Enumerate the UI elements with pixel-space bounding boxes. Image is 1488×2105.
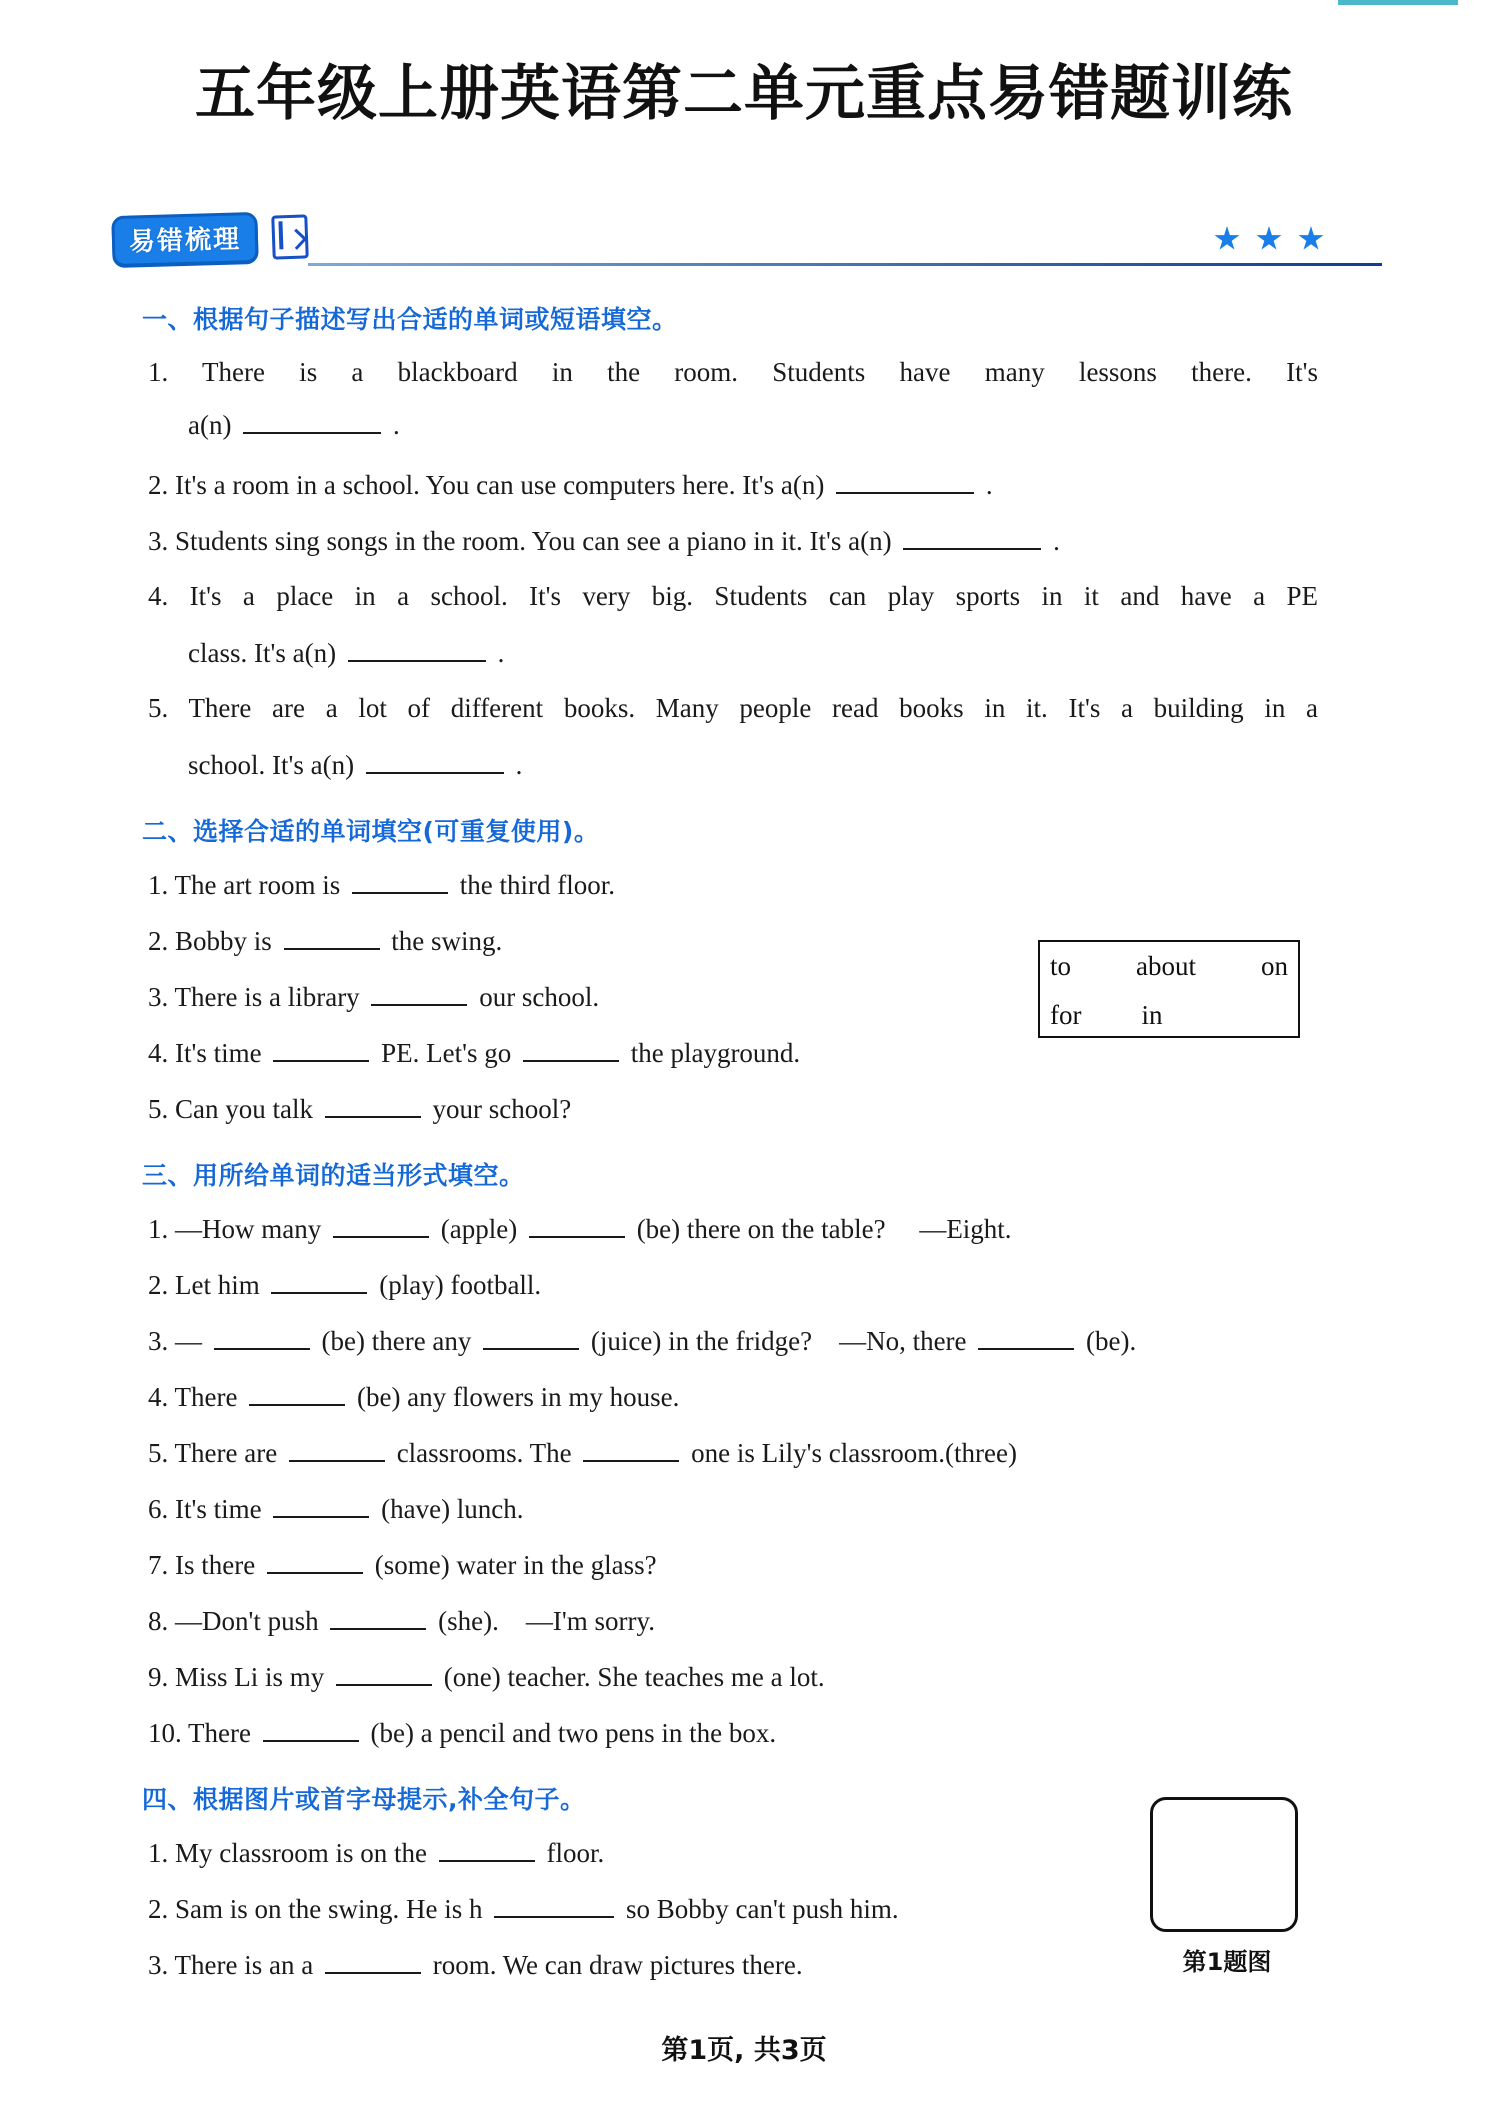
q-text: (apple) [440,1214,518,1244]
section-heading-2: 二、选择合适的单词填空(可重复使用)。 [142,817,600,846]
section-heading-4: 四、根据图片或首字母提示,补全句子。 [142,1785,586,1814]
q-number: 3. [148,1326,169,1356]
q1-4-line1 [148,582,1318,612]
answer-blank[interactable] [325,1950,421,1974]
word-bank-item: about [1136,951,1196,981]
answer-blank[interactable] [348,638,486,662]
q1-1-line1 [148,358,1318,388]
q-number: 2. [148,470,169,500]
q-text: —No, there [839,1326,967,1356]
badge-yicuoshuli [111,212,258,267]
q-text: floor. [546,1838,605,1868]
q-text: the playground. [630,1038,801,1068]
q-text: . [497,638,505,668]
section-banner [112,212,1382,266]
answer-blank[interactable] [583,1438,679,1462]
answer-blank[interactable] [529,1214,625,1238]
badge-label: 易错梳理 [128,224,242,258]
answer-blank[interactable] [325,1094,421,1118]
q3-1 [148,1214,1012,1245]
q-text: class. It's a(n) [188,638,337,668]
figure-caption: 第1题图 [1182,1948,1272,1976]
q3-10 [148,1718,776,1749]
q-text: The art room is [174,870,341,900]
q-text: your school? [432,1094,572,1124]
answer-blank[interactable] [523,1038,619,1062]
q-text: It's time [175,1038,262,1068]
q-number: 7. [148,1550,169,1580]
word-bank-item: to [1050,951,1072,981]
q-number: 4. [148,1382,169,1412]
q1-5-line1 [148,694,1318,724]
answer-blank[interactable] [267,1550,363,1574]
q-text: (one) teacher. She teaches me a lot. [443,1662,825,1692]
q-text: Miss Li is my [175,1662,325,1692]
q-text: (be) there any [321,1326,472,1356]
q-text: There is a blackboard in the room. Students have many lessons there. It's [202,357,1318,387]
q-text: so Bobby can't push him. [626,1894,899,1924]
word-bank-item: in [1141,1000,1163,1030]
star-icon [1298,226,1324,252]
q-number: 2. [148,1270,169,1300]
q-text: PE. Let's go [381,1038,512,1068]
q-number: 3. [148,1950,169,1980]
q-number: 1. [148,1838,169,1868]
q-text: Can you talk [175,1094,313,1124]
q-text: (be). [1086,1326,1137,1356]
q-text: Let him [175,1270,260,1300]
q-text: It's time [175,1494,262,1524]
answer-blank[interactable] [330,1606,426,1630]
q-text: It's a room in a school. You can use computers here. It's a(n) [175,470,825,500]
q-text: Is there [175,1550,256,1580]
q-text: (be) a pencil and two pens in the box. [370,1718,777,1748]
q-text: Students sing songs in the room. You can see a piano in it. It's a(n) [175,526,892,556]
answer-blank[interactable] [243,410,381,434]
q-number: 4. [148,581,169,611]
q3-2 [148,1270,541,1301]
q1-2 [148,470,993,501]
answer-blank[interactable] [978,1326,1074,1350]
q-text: (she). —I'm sorry. [438,1606,655,1636]
q-text: . [515,750,523,780]
q-text: There is a library [174,982,360,1012]
q3-5 [148,1438,1017,1469]
answer-blank[interactable] [352,870,448,894]
figure-frame [1150,1797,1298,1932]
q4-3 [148,1950,803,1981]
q1-1-line2 [188,410,400,441]
q-text: It's a place in a school. It's very big. Students can play sports in it and have a PE [189,581,1318,611]
answer-blank[interactable] [271,1270,367,1294]
q-number: 5. [148,1438,169,1468]
q-number: 1. [148,870,169,900]
q-number: 3. [148,982,169,1012]
q-text: —Don't push [175,1606,319,1636]
q-number: 4. [148,1038,169,1068]
answer-blank[interactable] [333,1214,429,1238]
q-text: —Eight. [919,1214,1012,1244]
answer-blank[interactable] [273,1494,369,1518]
q3-8 [148,1606,655,1637]
q-number: 1. [148,1214,169,1244]
q4-2 [148,1894,899,1925]
notebook-icon [271,214,309,259]
word-bank-item: on [1260,951,1288,981]
q3-4 [148,1382,679,1413]
q-number: 10. [148,1718,182,1748]
q-text: Bobby is [175,926,272,956]
answer-blank[interactable] [284,926,380,950]
q-text: the swing. [391,926,503,956]
q-number: 5. [148,693,169,723]
q-text: —How many [175,1214,322,1244]
q2-5 [148,1094,571,1125]
page-footer: 第1页, 共3页 [661,2035,827,2066]
q-text: . [985,470,993,500]
q3-6 [148,1494,524,1525]
answer-blank[interactable] [903,526,1041,550]
section-heading-3: 三、用所给单词的适当形式填空。 [142,1161,525,1190]
star-icon [1256,226,1282,252]
section-heading-1: 一、根据句子描述写出合适的单词或短语填空。 [142,305,678,334]
q2-3 [148,982,599,1013]
answer-blank[interactable] [249,1382,345,1406]
q-text: school. It's a(n) [188,750,355,780]
q4-1 [148,1838,604,1869]
q-text: (some) water in the glass? [374,1550,657,1580]
q-text: (juice) in the fridge? [590,1326,813,1356]
answer-blank[interactable] [371,982,467,1006]
q-text: There [174,1382,238,1412]
q-text: (play) football. [379,1270,542,1300]
q2-4 [148,1038,800,1069]
answer-blank[interactable] [289,1438,385,1462]
difficulty-stars [1214,226,1324,252]
q-text: the third floor. [459,870,615,900]
q-text: There is an a [174,1950,314,1980]
q-text: (have) lunch. [381,1494,524,1524]
q-number: 6. [148,1494,169,1524]
answer-blank[interactable] [483,1326,579,1350]
q-text: — [175,1326,202,1356]
q3-7 [148,1550,657,1581]
q-text: There are [174,1438,278,1468]
q-number: 2. [148,1894,169,1924]
q-text: classrooms. The [396,1438,572,1468]
q1-3 [148,526,1060,557]
answer-blank[interactable] [366,750,504,774]
word-bank-row-2 [1040,991,1298,1040]
q2-1 [148,870,615,901]
top-edge-mark [1338,0,1458,5]
school-building-figure [1150,1797,1298,1932]
answer-blank[interactable] [263,1718,359,1742]
q1-5-line2 [188,750,522,781]
banner-divider [308,263,1382,266]
answer-blank[interactable] [836,470,974,494]
star-icon [1214,226,1240,252]
q-text: room. We can draw pictures there. [432,1950,803,1980]
q-number: 1. [148,357,169,387]
word-bank-box [1038,940,1300,1038]
answer-blank[interactable] [439,1838,535,1862]
q-number: 5. [148,1094,169,1124]
q-number: 9. [148,1662,169,1692]
q1-4-line2 [188,638,504,669]
q-text: one is Lily's classroom.(three) [691,1438,1017,1468]
answer-blank[interactable] [336,1662,432,1686]
q-text: My classroom is on the [175,1838,427,1868]
q-text: a(n) [188,410,232,440]
q-text: There [188,1718,251,1748]
q2-2 [148,926,502,957]
q3-9 [148,1662,825,1693]
q-text: (be) any flowers in my house. [356,1382,680,1412]
answer-blank[interactable] [494,1894,614,1918]
answer-blank[interactable] [214,1326,310,1350]
q-text: . [392,410,400,440]
word-bank-item: for [1050,1000,1082,1030]
q-text: our school. [479,982,600,1012]
answer-blank[interactable] [273,1038,369,1062]
q-number: 3. [148,526,169,556]
q-number: 2. [148,926,169,956]
q3-3 [148,1326,1136,1357]
q-text: . [1053,526,1060,556]
q-text: There are a lot of different books. Many people read books in it. It's a building in a [188,693,1318,723]
q-number: 8. [148,1606,169,1636]
word-bank-row-1 [1040,942,1298,991]
page-title: 五年级上册英语第二单元重点易错题训练 [195,59,1293,129]
q-text: (be) there on the table? [636,1214,886,1244]
q-text: Sam is on the swing. He is h [175,1894,483,1924]
